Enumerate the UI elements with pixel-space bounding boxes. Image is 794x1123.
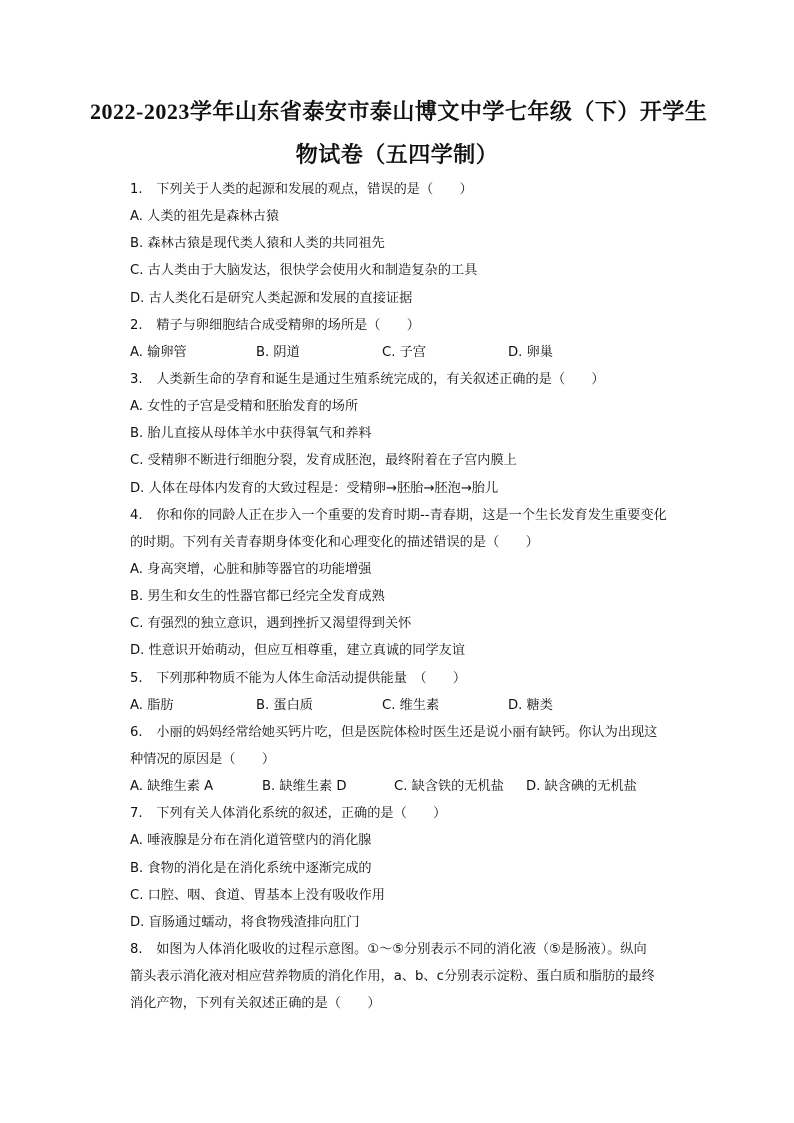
q5-option-c: C. 维生素 [382, 697, 440, 713]
q7-option-c: C. 口腔、咽、食道、胃基本上没有吸收作用 [130, 887, 385, 903]
q1-option-a: A. 人类的祖先是森林古猿 [130, 209, 280, 225]
q6-option-a: A. 缺维生素 A [130, 779, 214, 795]
question-text: 下列有关人体消化系统的叙述，正确的是（ ） [156, 806, 447, 822]
question-text: 如图为人体消化吸收的过程示意图。①～⑤分别表示不同的消化液（⑤是肠液）。纵向 [156, 941, 647, 957]
question-5-stem [130, 665, 695, 692]
question-number: 8. [130, 941, 143, 957]
q6-options-row [130, 773, 695, 800]
q6-option-c: C. 缺含铁的无机盐 [394, 779, 504, 795]
q3-option-b: B. 胎儿直接从母体羊水中获得氧气和养料 [130, 426, 372, 442]
q1-option-d: D. 古人类化石是研究人类起源和发展的直接证据 [130, 290, 413, 306]
exam-title-line-1: 2022-2023学年山东省泰安市泰山博文中学七年级（下）开学生 [90, 99, 708, 124]
q2-option-d: D. 卵巢 [508, 344, 553, 360]
question-number: 4. [130, 507, 143, 523]
q7-option-a: A. 唾液腺是分布在消化道管壁内的消化腺 [130, 833, 372, 849]
q2-options-row [130, 339, 695, 366]
question-text: 下列那种物质不能为人体生命活动提供能量 （ ） [156, 670, 467, 686]
q5-option-b: B. 蛋白质 [256, 697, 313, 713]
q6-option-b: B. 缺维生素 D [262, 779, 347, 795]
q3-option-d: D. 人体在母体内发育的大致过程是：受精卵→胚胎→胚泡→胎儿 [130, 480, 499, 496]
question-number: 2. [130, 317, 143, 333]
question-4-stem-line-1 [130, 502, 695, 529]
q2-option-b: B. 阴道 [256, 344, 300, 360]
q4-option-c: C. 有强烈的独立意识，遇到挫折又渴望得到关怀 [130, 616, 412, 632]
q4-option-b: B. 男生和女生的性器官都已经完全发育成熟 [130, 589, 385, 605]
question-8-stem-line-3: 消化产物，下列有关叙述正确的是（ ） [130, 996, 381, 1012]
q3-option-c: C. 受精卵不断进行细胞分裂，发育成胚泡，最终附着在子宫内膜上 [130, 453, 517, 469]
q7-option-b: B. 食物的消化是在消化系统中逐渐完成的 [130, 860, 372, 876]
q5-option-a: A. 脂肪 [130, 697, 174, 713]
exam-title-line-2: 物试卷（五四学制） [295, 142, 499, 167]
q3-option-a: A. 女性的子宫是受精和胚胎发育的场所 [130, 399, 359, 415]
question-text: 小丽的妈妈经常给她买钙片吃，但是医院体检时医生还是说小丽有缺钙。你认为出现这 [156, 724, 658, 740]
question-8-stem-line-1 [130, 936, 695, 963]
q4-option-d: D. 性意识开始萌动，但应互相尊重，建立真诚的同学友谊 [130, 643, 466, 659]
q6-option-d: D. 缺含碘的无机盐 [526, 779, 637, 795]
q2-option-a: A. 输卵管 [130, 344, 187, 360]
q1-option-c: C. 古人类由于大脑发达，很快学会使用火和制造复杂的工具 [130, 263, 478, 279]
question-number: 7. [130, 806, 143, 822]
question-text: 精子与卵细胞结合成受精卵的场所是（ ） [156, 317, 420, 333]
question-6-stem-line-1 [130, 719, 695, 746]
question-1-stem [130, 176, 695, 203]
q5-option-d: D. 糖类 [508, 697, 553, 713]
question-2-stem [130, 312, 695, 339]
question-6-stem-line-2: 种情况的原因是（ ） [130, 751, 276, 767]
question-text: 你和你的同龄人正在步入一个重要的发育时期--青春期，这是一个生长发育发生重要变化 [156, 507, 667, 523]
q7-option-d: D. 盲肠通过蠕动，将食物残渣排向肛门 [130, 914, 360, 930]
q2-option-c: C. 子宫 [382, 344, 426, 360]
question-number: 1. [130, 182, 143, 197]
q1-option-b: B. 森林古猿是现代类人猿和人类的共同祖先 [130, 236, 385, 252]
question-number: 5. [130, 670, 143, 686]
question-7-stem [130, 800, 695, 827]
q5-options-row [130, 692, 695, 719]
q4-option-a: A. 身高突增，心脏和肺等器官的功能增强 [130, 561, 372, 577]
question-3-stem [130, 366, 695, 393]
question-number: 3. [130, 371, 143, 387]
question-list [130, 176, 695, 1017]
question-number: 6. [130, 724, 143, 740]
question-text: 人类新生命的孕育和诞生是通过生殖系统完成的，有关叙述正确的是（ ） [156, 371, 605, 387]
question-8-stem-line-2: 箭头表示消化液对相应营养物质的消化作用，a、b、c分别表示淀粉、蛋白质和脂肪的最终 [130, 969, 655, 985]
question-4-stem-line-2: 的时期。下列有关青春期身体变化和心理变化的描述错误的是（ ） [130, 534, 539, 550]
question-text: 下列关于人类的起源和发展的观点，错误的是（ ） [156, 182, 473, 197]
